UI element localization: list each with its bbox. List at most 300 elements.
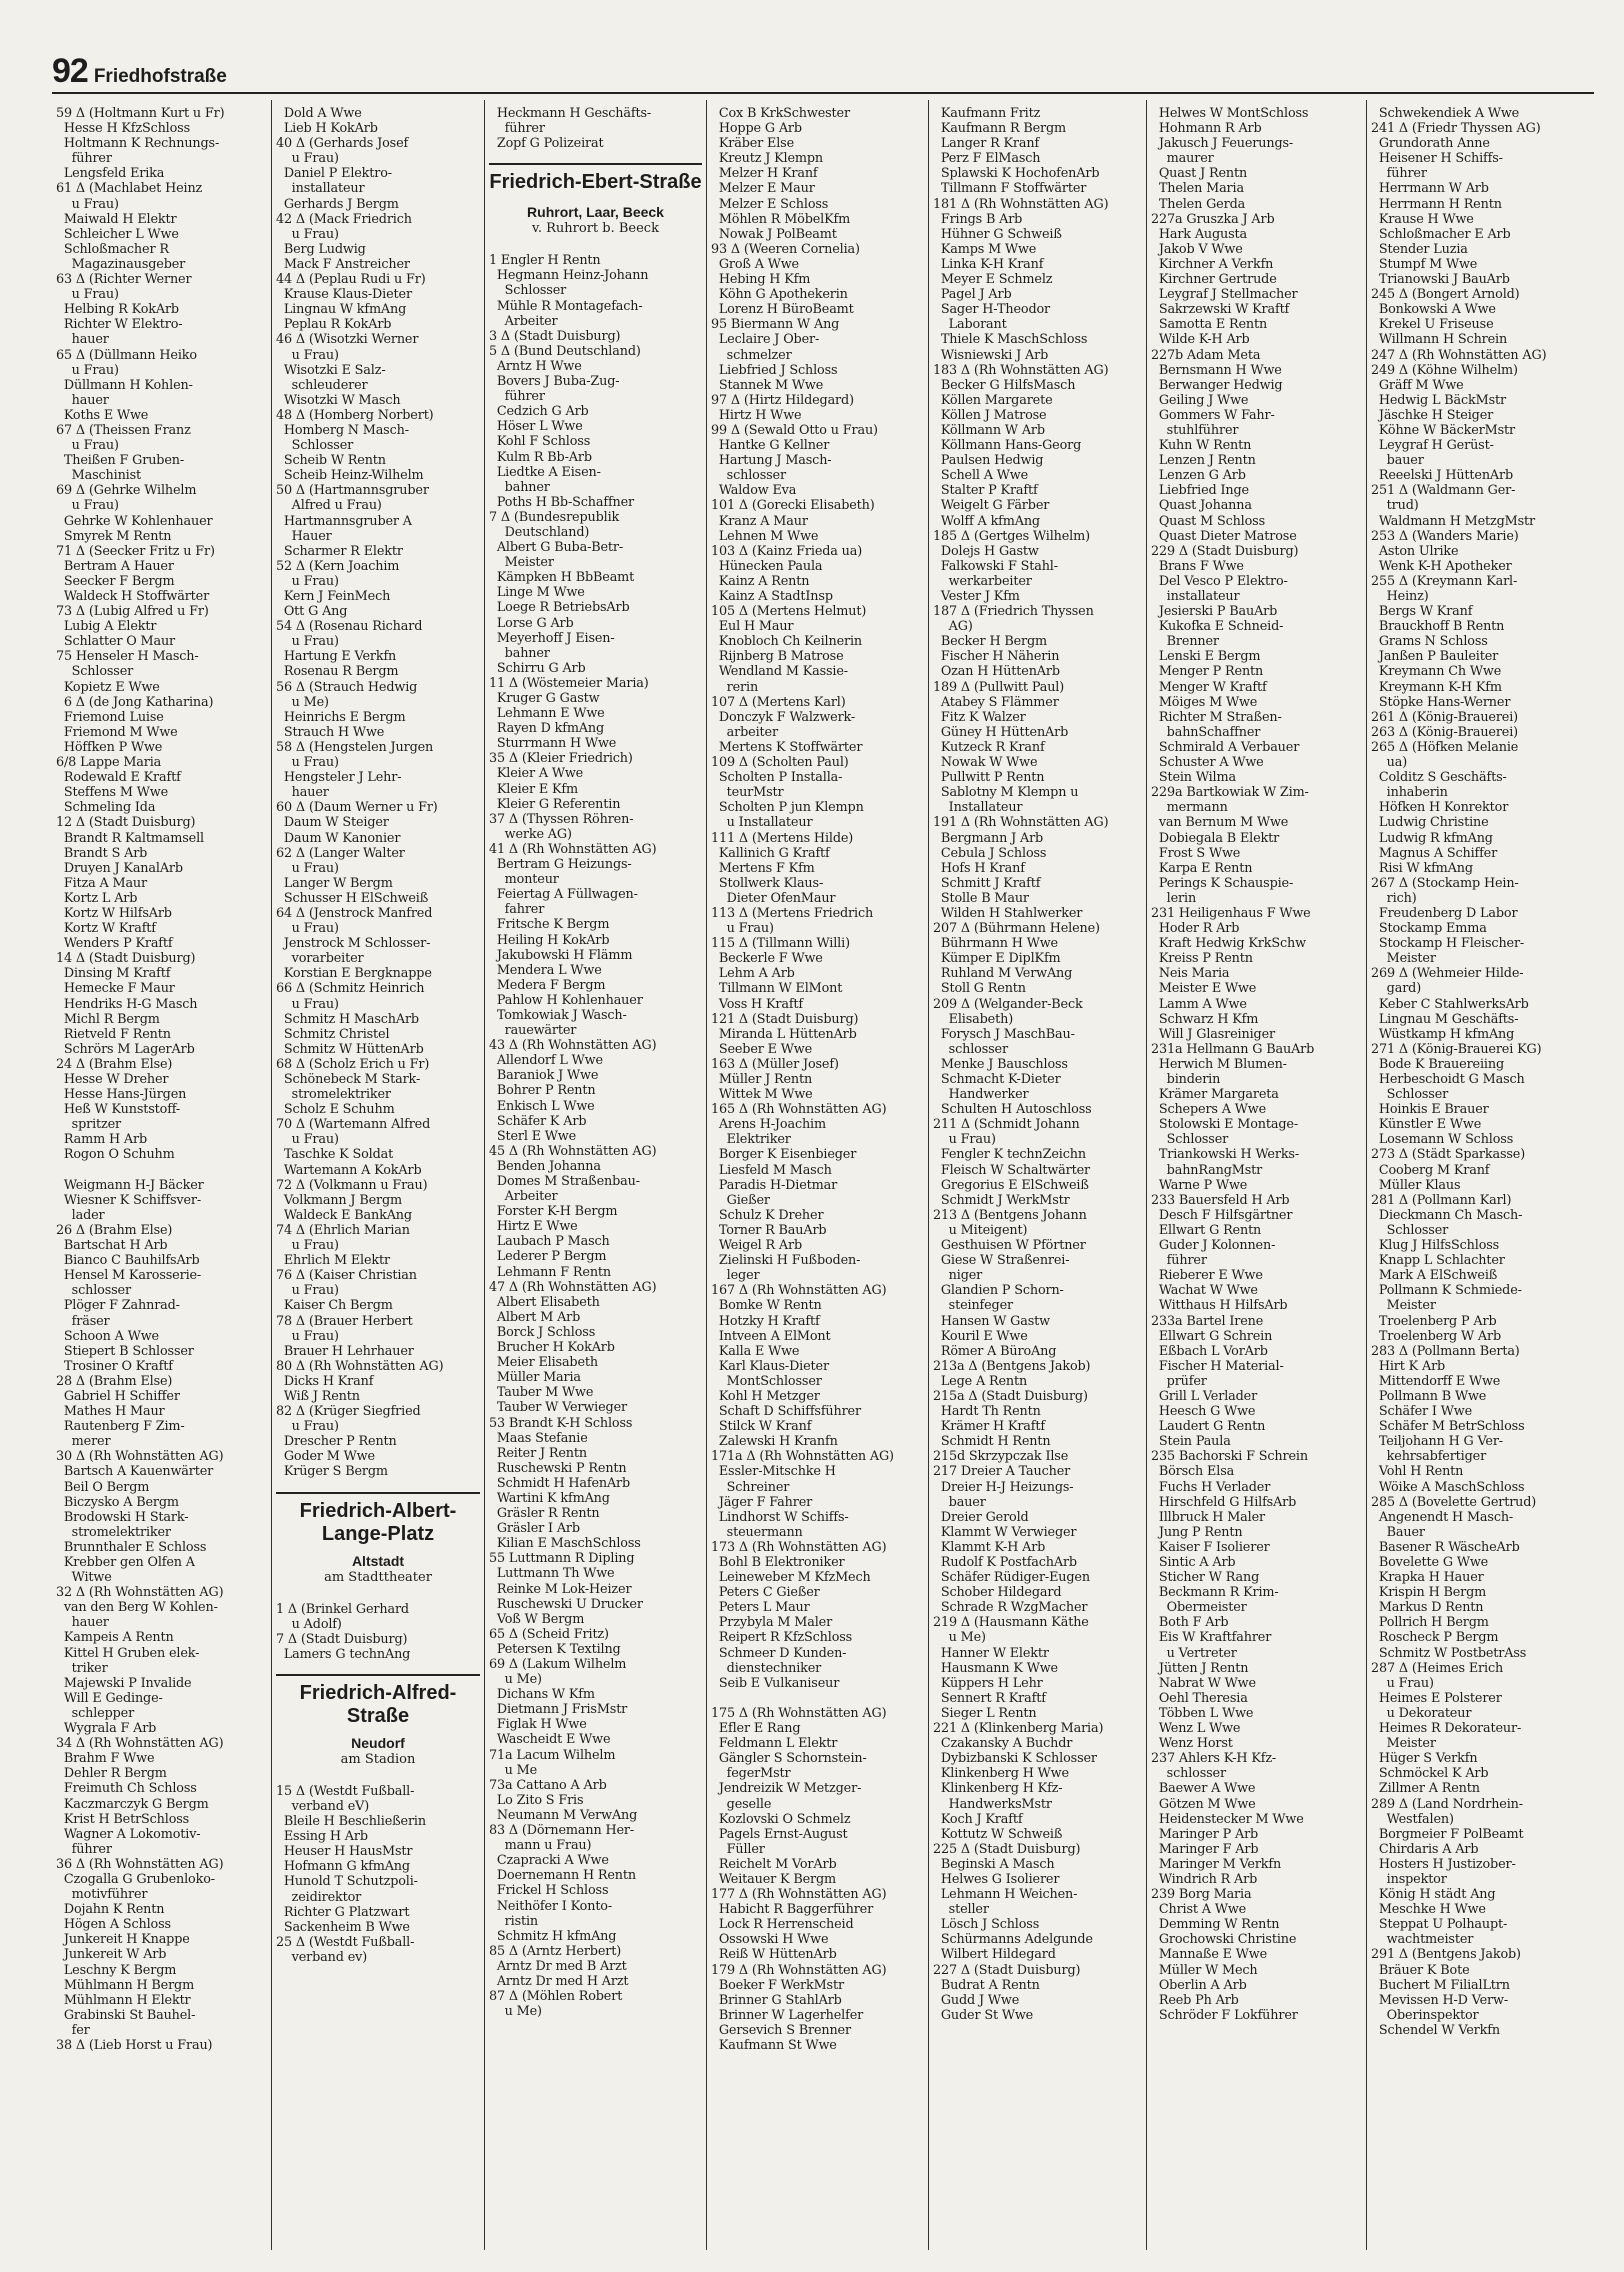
directory-entry: Eßbach L VorArb — [1151, 1343, 1268, 1359]
street-location: v. Ruhrort b. Beeck — [532, 221, 659, 237]
directory-entry: Neithöfer I Konto- — [489, 1898, 613, 1914]
directory-entry: Schreiner — [711, 1479, 790, 1495]
directory-entry: Kaufmann St Wwe — [711, 2038, 837, 2053]
directory-entry: führer — [56, 151, 112, 167]
directory-entry: Többen L Wwe — [1151, 1705, 1254, 1721]
directory-entry: Kulm R Bb-Arb — [489, 449, 592, 465]
directory-entry: Kruger G Gastw — [489, 691, 600, 706]
directory-entry: mann u Frau) — [489, 1838, 592, 1854]
directory-entry: Köllmann Hans-Georg — [933, 438, 1082, 454]
directory-entry: u Dekorateur — [1371, 1705, 1472, 1721]
directory-entry: 215d Skrzypczak Ilse — [933, 1449, 1069, 1465]
directory-entry: Höffken P Wwe — [56, 739, 163, 755]
directory-entry: Dieckmann Ch Masch- — [1371, 1207, 1523, 1223]
directory-entry: Westfalen) — [1371, 1811, 1454, 1827]
directory-entry: Hemecke F Maur — [56, 981, 175, 997]
directory-entry: Arntz Dr med H Arzt — [489, 1973, 629, 1989]
directory-entry: Krapka H Hauer — [1371, 1570, 1484, 1586]
directory-entry: Schmeer D Kunden- — [711, 1645, 847, 1661]
directory-entry: Bomke W Rentn — [711, 1298, 822, 1314]
directory-entry: Karpa E Rentn — [1151, 860, 1253, 876]
directory-entry: Wilbert Hildegard — [933, 1947, 1056, 1963]
directory-entry: 221 Δ (Klinkenberg Maria) — [933, 1721, 1104, 1737]
directory-entry: Kortz W Kraftf — [56, 921, 156, 937]
column-3 — [484, 100, 706, 2250]
directory-entry: Hesse Hans-Jürgen — [56, 1087, 187, 1103]
directory-entry: Sakrzewski W Kraftf — [1151, 302, 1290, 318]
directory-entry: Brauer H Lehrhauer — [276, 1343, 414, 1359]
directory-entry: steinfeger — [933, 1298, 1013, 1314]
directory-entry: 5 Δ (Bund Deutschland) — [489, 343, 641, 359]
directory-entry: Nowak J PolBeamt — [711, 226, 837, 242]
directory-entry: Wüstkamp H kfmAng — [1371, 1026, 1515, 1042]
directory-entry: Vester J Kfm — [933, 589, 1020, 604]
directory-entry: 187 Δ (Friedrich Thyssen — [933, 604, 1094, 620]
directory-entry: Bartsch A Kauenwärter — [56, 1464, 214, 1480]
directory-entry: Schusser H ElSchweiß — [276, 890, 429, 906]
directory-entry: Wenz Horst — [1151, 1736, 1233, 1752]
directory-entry: Borger K Eisenbieger — [711, 1147, 857, 1163]
directory-entry: Stöpke Hans-Werner — [1371, 694, 1511, 710]
directory-entry: Peters L Maur — [711, 1600, 810, 1616]
directory-entry: Guder St Wwe — [933, 2007, 1034, 2023]
directory-entry: Ossowski H Wwe — [711, 1932, 829, 1948]
directory-entry: Römer A BüroAng — [933, 1343, 1057, 1359]
directory-entry: Stalter P Kraftf — [933, 483, 1038, 499]
directory-entry: Junkereit H Knappe — [56, 1932, 190, 1948]
directory-entry: 80 Δ (Rh Wohnstätten AG) — [276, 1358, 444, 1374]
directory-entry: Gängler S Schornstein- — [711, 1751, 867, 1767]
directory-entry: 283 Δ (Pollmann Berta) — [1371, 1343, 1520, 1359]
directory-entry: Stolle B Maur — [933, 890, 1029, 906]
directory-entry: Hoppe G Arb — [711, 121, 802, 137]
district-name: Ruhrort, Laar, Beeck — [527, 204, 664, 221]
directory-entry: Ott G Ang — [276, 604, 348, 620]
directory-entry: Thelen Maria — [1151, 181, 1244, 197]
directory-entry: 247 Δ (Rh Wohnstätten AG) — [1371, 347, 1547, 363]
directory-entry: Kleier G Referentin — [489, 796, 621, 812]
directory-entry: fräser — [56, 1313, 110, 1329]
directory-entry: Berwanger Hedwig — [1151, 377, 1283, 393]
directory-entry: 175 Δ (Rh Wohnstätten AG) — [711, 1705, 887, 1721]
directory-entry: Hosters H Justizober- — [1371, 1856, 1516, 1872]
directory-entry: Borgmeier F PolBeamt — [1371, 1826, 1524, 1842]
directory-entry: Laborant — [933, 317, 1007, 333]
directory-entry: Sager H-Theodor — [933, 302, 1051, 318]
directory-entry: Kottutz W Schweiß — [933, 1826, 1063, 1842]
directory-entry: bauer — [1371, 453, 1424, 469]
directory-entry: Kaiser F Isolierer — [1151, 1539, 1270, 1555]
directory-entry: Kukofka E Schneid- — [1151, 619, 1284, 635]
directory-entry: Bohl B Elektroniker — [711, 1555, 845, 1570]
directory-entry: Hauer — [276, 528, 332, 544]
directory-entry: Reiter J Rentn — [489, 1445, 587, 1461]
directory-entry: Fitza A Maur — [56, 875, 147, 891]
directory-entry: Stein Paula — [1151, 1434, 1231, 1450]
directory-entry: 60 Δ (Daum Werner u Fr) — [276, 800, 438, 816]
page-number: 92 — [52, 52, 88, 90]
directory-entry: Stollwerk Klaus- — [711, 875, 824, 891]
directory-entry: Schäfer I Wwe — [1371, 1404, 1472, 1420]
directory-entry: Lehnen M Wwe — [711, 528, 819, 544]
directory-entry: 179 Δ (Rh Wohnstätten AG) — [711, 1962, 887, 1978]
directory-entry: steuermann — [711, 1524, 803, 1540]
directory-entry: Elisabeth) — [933, 1011, 1014, 1027]
directory-entry: 225 Δ (Stadt Duisburg) — [933, 1841, 1081, 1857]
directory-entry: Kohl H Metzger — [711, 1388, 820, 1404]
directory-entry: Krämer Margareta — [1151, 1087, 1279, 1103]
directory-entry: Schrade R WzgMacher — [933, 1600, 1088, 1616]
directory-entry: 14 Δ (Stadt Duisburg) — [56, 951, 196, 967]
directory-entry: Bergs W Kranf — [1371, 604, 1473, 620]
directory-entry: Druyen J KanalArb — [56, 860, 183, 876]
directory-entry: Güney H HüttenArb — [933, 724, 1069, 740]
street-location: am Stadttheater — [324, 1569, 432, 1585]
directory-entry: Kamps M Wwe — [933, 241, 1037, 257]
directory-entry: Stein Wilma — [1151, 770, 1236, 786]
directory-entry: Köllen Margarete — [933, 392, 1053, 408]
directory-entry: 25 Δ (Westdt Fußball- — [276, 1934, 415, 1950]
directory-entry: Melzer H Kranf — [711, 166, 818, 182]
directory-entry: Wagner A Lokomotiv- — [56, 1826, 201, 1842]
directory-entry: Roscheck P Bergm — [1371, 1630, 1499, 1646]
directory-entry: 11 Δ (Wöstemeier Maria) — [489, 675, 649, 691]
directory-entry: Jäschke H Steiger — [1371, 407, 1494, 423]
directory-entry: 73a Cattano A Arb — [489, 1777, 607, 1793]
directory-entry: 209 Δ (Welgander-Beck — [933, 996, 1083, 1012]
directory-entry: 1 Engler H Rentn — [489, 253, 601, 269]
directory-entry: Mark A ElSchweiß — [1371, 1268, 1498, 1284]
directory-entry: 291 Δ (Bentgens Jakob) — [1371, 1947, 1521, 1963]
directory-entry: Seib E Vulkaniseur — [711, 1675, 840, 1691]
column-2 — [271, 100, 484, 2250]
directory-entry: Beckmann R Krim- — [1151, 1585, 1279, 1601]
directory-entry: Scholten P jun Klempn — [711, 800, 864, 816]
directory-entry: MontSchlosser — [711, 1373, 822, 1389]
directory-entry: Czogalla G Grubenloko- — [56, 1871, 215, 1887]
header-rule — [52, 92, 1594, 94]
directory-entry: Krist H BetrSchloss — [56, 1811, 190, 1827]
directory-entry: Koch J Kraftf — [933, 1811, 1023, 1827]
directory-entry: Jesierski P BauArb — [1151, 604, 1278, 620]
directory-entry: Enkisch L Wwe — [489, 1098, 595, 1114]
directory-entry: Liedtke A Eisen- — [489, 464, 601, 480]
directory-entry: Helwes W MontSchloss — [1151, 106, 1309, 121]
directory-entry: Dolejs H Gastw — [933, 543, 1039, 559]
directory-entry: Baraniok J Wwe — [489, 1068, 599, 1084]
directory-entry: Miranda L HüttenArb — [711, 1026, 857, 1042]
directory-entry: Meister — [1371, 1298, 1436, 1314]
directory-entry: Kämpken H BbBeamt — [489, 570, 635, 586]
directory-entry: Stoll G Rentn — [933, 981, 1026, 997]
directory-entry: Hengsteler J Lehr- — [276, 770, 402, 786]
directory-entry: Grundorath Anne — [1371, 136, 1490, 152]
directory-entry: u Miteigent) — [933, 1222, 1028, 1238]
directory-entry: Cedzich G Arb — [489, 404, 589, 420]
directory-entry: Brodowski H Stark- — [56, 1509, 189, 1525]
directory-entry: Brandt S Arb — [56, 845, 148, 861]
directory-entry: steller — [933, 1902, 989, 1918]
directory-entry: Scholz E Schuhm — [276, 1102, 395, 1118]
directory-entry: Möiges M Wwe — [1151, 694, 1258, 710]
directory-entry: Arbeiter — [489, 313, 558, 329]
directory-entry: Wartini K kfmAng — [489, 1490, 610, 1506]
directory-entry: Quast J Rentn — [1151, 166, 1248, 182]
directory-entry: Fischer H Material- — [1151, 1358, 1284, 1374]
directory-entry: Wisotzki W Masch — [276, 392, 401, 408]
directory-entry: Steffens M Wwe — [56, 785, 168, 801]
directory-entry: Hirtz H Wwe — [711, 407, 802, 423]
directory-entry: Maringer M Verkfn — [1151, 1856, 1282, 1872]
directory-entry: Gießer — [711, 1192, 770, 1208]
directory-entry: Schmitz Christel — [276, 1026, 390, 1042]
directory-entry: Schmirald A Verbauer — [1151, 739, 1300, 755]
directory-entry: Tauber M Wwe — [489, 1385, 594, 1401]
directory-entry: 111 Δ (Mertens Hilde) — [711, 830, 854, 846]
directory-entry: Dicks H Kranf — [276, 1373, 374, 1389]
directory-entry: Neis Maria — [1151, 966, 1230, 982]
directory-entry: 255 Δ (Kreymann Karl- — [1371, 573, 1518, 589]
directory-entry: Kern J FeinMech — [276, 589, 391, 604]
directory-entry: Medera F Bergm — [489, 977, 606, 993]
directory-entry: Gehrke W Kohlenhauer — [56, 513, 213, 529]
directory-entry: Forysch J MaschBau- — [933, 1026, 1075, 1042]
directory-entry: u Frau) — [1371, 1675, 1434, 1691]
directory-entry: Hedwig L BäckMstr — [1371, 392, 1506, 408]
directory-entry: 78 Δ (Brauer Herbert — [276, 1313, 413, 1329]
directory-entry: u Frau) — [276, 1283, 339, 1299]
directory-entry: Falkowski F Stahl- — [933, 558, 1058, 574]
directory-entry: Schrörs M LagerArb — [56, 1041, 195, 1057]
directory-entry: gard) — [1371, 981, 1422, 997]
directory-entry: Zopf G Polizeirat — [489, 136, 604, 152]
directory-entry: Hebing H Kfm — [711, 272, 811, 288]
directory-entry: Friemond M Wwe — [56, 724, 178, 740]
directory-entry: 167 Δ (Rh Wohnstätten AG) — [711, 1283, 887, 1299]
directory-entry: Czakansky A Buchdr — [933, 1736, 1073, 1752]
directory-entry: Ruhland M VerwAng — [933, 966, 1073, 982]
directory-entry: Kouril E Wwe — [933, 1328, 1028, 1344]
directory-entry: Basener R WäscheArb — [1371, 1539, 1520, 1555]
directory-entry: Hirt K Arb — [1371, 1358, 1446, 1374]
directory-entry: Brans F Wwe — [1151, 558, 1244, 574]
directory-entry: Gabriel H Schiffer — [56, 1388, 180, 1404]
directory-entry: 58 Δ (Hengstelen Jurgen — [276, 739, 434, 755]
directory-entry: Langer R Kranf — [933, 136, 1040, 152]
directory-entry: Lubig A Elektr — [56, 619, 157, 635]
directory-entry: Perz F ElMasch — [933, 151, 1041, 167]
directory-entry: Plöger F Zahnrad- — [56, 1298, 180, 1314]
directory-entry: Schepers A Wwe — [1151, 1102, 1266, 1118]
street-section-header — [276, 1492, 480, 1594]
directory-entry: 265 Δ (Höfken Melanie — [1371, 739, 1519, 755]
directory-entry: Tomkowiak J Wasch- — [489, 1007, 627, 1023]
directory-entry: Schlosser — [276, 438, 354, 454]
directory-entry: 227a Gruszka J Arb — [1151, 211, 1275, 227]
directory-entry: Markus D Rentn — [1371, 1600, 1484, 1616]
column-4 — [706, 100, 928, 2250]
directory-entry: Risi W kfmAng — [1371, 860, 1473, 876]
directory-entry: Lingnau M Geschäfts- — [1371, 1011, 1519, 1027]
directory-entry: 239 Borg Maria — [1151, 1887, 1252, 1903]
directory-entry: Taschke K Soldat — [276, 1147, 394, 1163]
directory-entry: 171a Δ (Rh Wohnstätten AG) — [711, 1449, 894, 1465]
directory-entry: rerin — [711, 679, 759, 695]
directory-entry: Czapracki A Wwe — [489, 1853, 609, 1869]
directory-entry: Bleile H Beschließerin — [276, 1814, 426, 1830]
directory-entry: Müller W Mech — [1151, 1962, 1258, 1978]
directory-entry: 70 Δ (Wartemann Alfred — [276, 1117, 431, 1133]
directory-entry: Lorse G Arb — [489, 615, 574, 631]
directory-entry: Trianowski J BauArb — [1371, 272, 1510, 288]
directory-entry: Homberg N Masch- — [276, 422, 409, 438]
directory-entry: Hesse W Dreher — [56, 1072, 169, 1087]
directory-entry: Ruschewski P Rentn — [489, 1460, 627, 1476]
directory-entry: Waldeck E BankAng — [276, 1207, 412, 1223]
directory-entry: Wenders P Kraftf — [56, 936, 173, 952]
directory-entry: Köhn G Apothekerin — [711, 287, 848, 303]
directory-entry: Schendel W Verkfn — [1371, 2022, 1500, 2038]
directory-entry: AG) — [933, 619, 973, 635]
directory-entry: Richter W Elektro- — [56, 317, 183, 333]
directory-entry: Sieger L Rentn — [933, 1705, 1037, 1721]
directory-entry: Lorenz H BüroBeamt — [711, 302, 854, 318]
directory-entry: Brinner G StahlArb — [711, 1992, 842, 2008]
directory-entry: Poths H Bb-Schaffner — [489, 494, 635, 510]
directory-entry: Forster K-H Bergm — [489, 1204, 618, 1220]
directory-entry: Handwerker — [933, 1087, 1029, 1103]
directory-entry: Jakusch J Feuerungs- — [1151, 136, 1294, 152]
directory-entry: u Frau) — [56, 287, 119, 303]
directory-entry: 83 Δ (Dörnemann Her- — [489, 1823, 635, 1839]
directory-entry: 99 Δ (Sewald Otto u Frau) — [711, 422, 878, 438]
directory-entry: Lo Zito S Fris — [489, 1792, 584, 1808]
directory-entry: Janßen P Bauleiter — [1371, 649, 1499, 665]
directory-entry: Kirchner Gertrude — [1151, 272, 1277, 288]
directory-entry: triker — [56, 1660, 108, 1676]
directory-entry: Helwes G Isolierer — [933, 1871, 1060, 1887]
directory-entry: stromelektriker — [56, 1524, 171, 1540]
directory-entry: Dojahn K Rentn — [56, 1902, 165, 1918]
directory-entry: Reiß W HüttenArb — [711, 1947, 837, 1963]
directory-entry: verband ev) — [276, 1949, 368, 1965]
directory-entry: Herrmann H Rentn — [1371, 196, 1502, 212]
directory-entry: Colditz S Geschäfts- — [1371, 770, 1507, 786]
directory-entry: Lieb H KokArb — [276, 121, 378, 137]
directory-entry: 217 Dreier A Taucher — [933, 1464, 1071, 1480]
directory-entry: Laubach P Masch — [489, 1234, 610, 1250]
directory-entry: Deutschland) — [489, 524, 590, 540]
directory-entry: Schlosser — [56, 664, 134, 680]
directory-entry: Kaufmann R Bergm — [933, 121, 1067, 137]
directory-entry: Lenzen J Rentn — [1151, 453, 1256, 469]
directory-entry: werkarbeiter — [933, 573, 1032, 589]
directory-entry: 73 Δ (Lubig Alfred u Fr) — [56, 604, 209, 620]
directory-entry: Gommers W Fahr- — [1151, 407, 1275, 423]
directory-entry: Lamm A Wwe — [1151, 996, 1247, 1012]
directory-entry: Liebfried Inge — [1151, 483, 1249, 499]
directory-entry: Kutzeck R Kranf — [933, 739, 1045, 755]
directory-entry: 28 Δ (Brahm Else) — [56, 1373, 173, 1389]
directory-entry: Schmitz H kfmAng — [489, 1928, 617, 1944]
directory-entry: Quast Dieter Matrose — [1151, 528, 1297, 544]
directory-entry: Meister E Wwe — [1151, 981, 1257, 997]
directory-entry: Illbruck H Maler — [1151, 1509, 1265, 1525]
directory-entry: Dold A Wwe — [276, 106, 362, 121]
directory-entry: 101 Δ (Gorecki Elisabeth) — [711, 498, 875, 514]
directory-entry: inhaberin — [1371, 785, 1448, 801]
directory-entry: Bohrer P Rentn — [489, 1083, 596, 1099]
directory-entry: Ludwig Christine — [1371, 815, 1489, 831]
directory-entry: 75 Henseler H Masch- — [56, 649, 199, 665]
directory-entry: Kümper E DiplKfm — [933, 951, 1061, 967]
directory-entry: Reeelski J HüttenArb — [1371, 468, 1514, 484]
directory-entry: Gerhards J Bergm — [276, 196, 399, 212]
directory-entry: Pahlow H Kohlenhauer — [489, 992, 643, 1008]
directory-entry: Petersen K Textilng — [489, 1641, 621, 1657]
directory-entry: 54 Δ (Rosenau Richard — [276, 619, 423, 635]
directory-entry: zeidirektor — [276, 1889, 362, 1905]
directory-entry: Peters C Gießer — [711, 1585, 820, 1601]
directory-entry: 269 Δ (Wehmeier Hilde- — [1371, 966, 1524, 982]
directory-entry: Desch F Hilfsgärtner — [1151, 1207, 1293, 1223]
directory-entry: Zielinski H Fußboden- — [711, 1253, 861, 1269]
directory-entry: u Frau) — [56, 196, 119, 212]
directory-entry: Groß A Wwe — [711, 256, 799, 272]
directory-entry: Wilde K-H Arb — [1151, 332, 1250, 348]
directory-entry: 40 Δ (Gerhards Josef — [276, 136, 409, 152]
directory-entry: u Adolf) — [276, 1616, 342, 1632]
directory-entry: Obermeister — [1151, 1600, 1247, 1616]
directory-entry: Elektriker — [711, 1132, 791, 1148]
directory-entry: Hirtz E Wwe — [489, 1219, 578, 1235]
directory-entry: Chirdaris A Arb — [1371, 1841, 1479, 1857]
directory-entry: 43 Δ (Rh Wohnstätten AG) — [489, 1038, 657, 1054]
directory-entry: hauer — [276, 785, 329, 801]
directory-entry: Mittendorff E Wwe — [1371, 1373, 1501, 1389]
directory-entry: 285 Δ (Bovelette Gertrud) — [1371, 1494, 1537, 1510]
directory-entry: Menger W Kraftf — [1151, 679, 1267, 695]
directory-entry: Lösch J Schloss — [933, 1917, 1040, 1933]
directory-entry: 66 Δ (Schmitz Heinrich — [276, 981, 425, 997]
directory-entry: Schmidt H HafenArb — [489, 1475, 631, 1491]
directory-entry: 115 Δ (Tillmann Willi) — [711, 936, 850, 952]
directory-entry: Weitauer K Bergm — [711, 1871, 837, 1887]
directory-entry: Kohl F Schloss — [489, 434, 591, 450]
directory-entry: 42 Δ (Mack Friedrich — [276, 211, 412, 227]
directory-entry: Losemann W Schloss — [1371, 1132, 1514, 1148]
directory-entry: Klammt K-H Arb — [933, 1539, 1046, 1555]
directory-entry: Meister — [489, 555, 554, 571]
directory-entry: Hoinkis E Brauer — [1371, 1102, 1489, 1118]
directory-entry: Berg Ludwig — [276, 241, 366, 257]
directory-entry: Geiling J Wwe — [1151, 392, 1249, 408]
directory-entry: Hansen W Gastw — [933, 1313, 1050, 1329]
directory-entry: Heimes R Dekorateur- — [1371, 1721, 1522, 1737]
directory-entry: 215a Δ (Stadt Duisburg) — [933, 1388, 1088, 1404]
directory-entry: Langer W Bergm — [276, 875, 393, 891]
directory-entry: Kreymann K-H Kfm — [1371, 679, 1502, 695]
directory-entry: Klinkenberg H Kfz- — [933, 1781, 1063, 1797]
directory-entry: Krüger S Bergm — [276, 1464, 388, 1480]
directory-entry: Leygraf H Gerüst- — [1371, 438, 1494, 454]
directory-entry: Gudd J Wwe — [933, 1992, 1020, 2008]
directory-entry: Reeb Ph Arb — [1151, 1992, 1239, 2008]
directory-entry: Neumann M VerwAng — [489, 1807, 638, 1823]
directory-entry: Cebula J Schloss — [933, 845, 1047, 861]
directory-entry: Stolowski E Montage- — [1151, 1117, 1299, 1133]
directory-entry: Lenski E Bergm — [1151, 649, 1261, 665]
